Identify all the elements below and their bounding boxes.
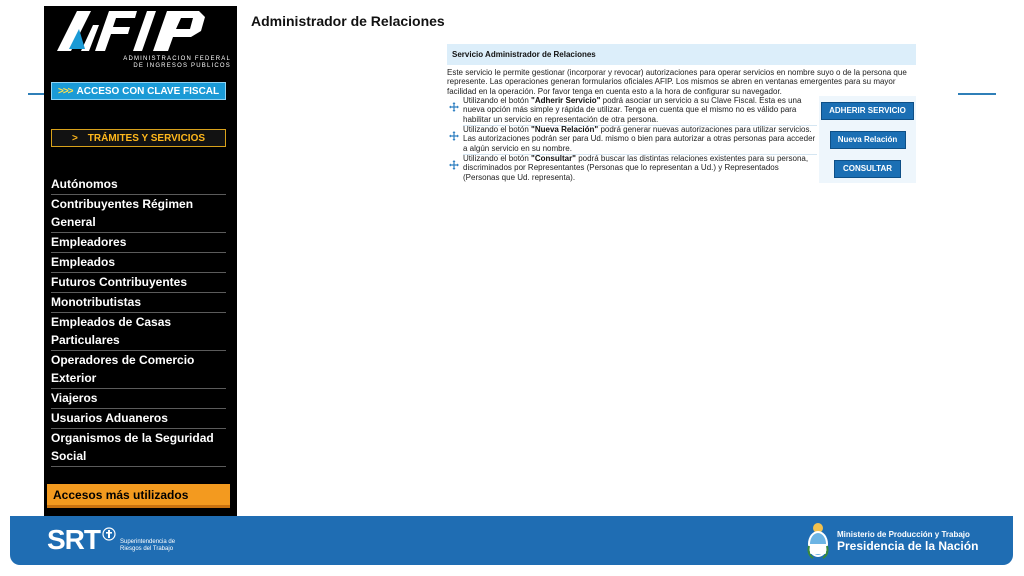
tramites-y-servicios-button[interactable] xyxy=(51,129,226,147)
option-row-adherir xyxy=(447,96,916,125)
chevron-right-icon: > xyxy=(71,132,78,144)
acceso-clave-fiscal-button[interactable] xyxy=(51,82,226,100)
page-title: Administrador de Relaciones xyxy=(251,13,445,29)
option-text-bold: "Nueva Relación" xyxy=(531,125,599,134)
srt-logo[interactable] xyxy=(47,524,190,556)
presidencia-logo-text xyxy=(837,530,978,553)
sidebar-item-futuros-contribuyentes[interactable]: Futuros Contribuyentes xyxy=(51,273,226,293)
move-cross-icon xyxy=(449,160,459,170)
move-cross-icon xyxy=(449,131,459,141)
accesos-mas-utilizados-button[interactable]: Accesos más utilizados xyxy=(47,484,230,508)
tramites-y-servicios-label: TRÁMITES Y SERVICIOS xyxy=(87,132,206,144)
panel-header: Servicio Administrador de Relaciones xyxy=(447,44,916,65)
afip-logo-caption-line2: DE INGRESOS PUBLICOS xyxy=(133,63,231,69)
option-text-pre: Utilizando el botón xyxy=(463,125,532,134)
option-row-nueva-relacion xyxy=(447,125,916,154)
acceso-clave-fiscal-label: ACCESO CON CLAVE FISCAL xyxy=(76,85,220,97)
option-text-pre: Utilizando el botón xyxy=(463,96,532,105)
button-cell xyxy=(819,96,916,125)
sidebar xyxy=(44,6,237,517)
option-text-post: podrá generar nuevas autorizaciones para utilizar servicios. Las autorizaciones podrán ser para Ud. mismo o bien para autorizar a otras personas para acceder a algún servicio en su nombre. xyxy=(463,125,816,153)
presidencia-label: Presidencia de la Nación xyxy=(837,538,979,553)
nueva-relacion-button[interactable]: Nueva Relación xyxy=(830,131,906,149)
sidebar-item-empleadores[interactable]: Empleadores xyxy=(51,233,226,253)
sidebar-item-contribuyentes-regimen-general[interactable]: Contribuyentes Régimen General xyxy=(51,195,226,233)
srt-logo-caption-line2: Riesgos del Trabajo xyxy=(120,546,174,552)
sidebar-nav xyxy=(51,175,226,467)
panel-intro: Este servicio le permite gestionar (incorporar y revocar) autorizaciones para operar servicios en nombre suyo o de la persona que represente. Las operaciones generan formularios oficiales AFIP. Los mismos se abren en ventanas emergentes para su mayor facilidad en la operación. Por favor tenga en cuenta esto a la hora de configurar su navegador. xyxy=(447,68,907,96)
consultar-button[interactable]: CONSULTAR xyxy=(834,160,901,178)
sidebar-item-organismos-seguridad-social[interactable]: Organismos de la Seguridad Social xyxy=(51,429,226,467)
button-cell xyxy=(819,154,916,183)
sidebar-item-viajeros[interactable]: Viajeros xyxy=(51,389,226,409)
srt-logo-caption xyxy=(120,539,190,553)
sidebar-item-empleados-casas-particulares[interactable]: Empleados de Casas Particulares xyxy=(51,313,226,351)
sidebar-item-autonomos[interactable]: Autónomos xyxy=(51,175,226,195)
afip-logo-caption-line1: ADMINISTRACION FEDERAL xyxy=(123,56,231,62)
option-text xyxy=(463,96,817,124)
decorative-line-right xyxy=(958,93,996,95)
triple-chevron-icon: >>> xyxy=(58,85,73,97)
afip-logo[interactable] xyxy=(55,9,231,73)
option-text xyxy=(463,154,817,182)
option-text-bold: "Consultar" xyxy=(531,154,576,163)
srt-logo-caption-line1: Superintendencia de xyxy=(120,539,176,545)
sidebar-item-operadores-comercio-exterior[interactable]: Operadores de Comercio Exterior xyxy=(51,351,226,389)
presidencia-logo[interactable] xyxy=(805,522,978,560)
option-text-pre: Utilizando el botón xyxy=(463,154,532,163)
afip-logo-icon xyxy=(55,9,225,55)
button-cell xyxy=(819,125,916,154)
option-text-bold: "Adherir Servicio" xyxy=(531,96,601,105)
srt-emblem-icon xyxy=(102,527,116,543)
decorative-line-left xyxy=(28,93,44,95)
sidebar-item-empleados[interactable]: Empleados xyxy=(51,253,226,273)
afip-logo-caption xyxy=(95,56,231,70)
adherir-servicio-button[interactable]: ADHERIR SERVICIO xyxy=(821,102,914,120)
sidebar-item-usuarios-aduaneros[interactable]: Usuarios Aduaneros xyxy=(51,409,226,429)
srt-logo-letters: SRT xyxy=(47,524,100,555)
move-cross-icon xyxy=(449,102,459,112)
sidebar-item-monotributistas[interactable]: Monotributistas xyxy=(51,293,226,313)
footer xyxy=(10,516,1013,565)
option-text-post: podrá asociar un servicio a su Clave Fiscal. Esta es una nueva opción más simple y rápida de utilizar. Tenga en cuenta que el mismo no es válido para habilitar un servicio en representación de otra persona. xyxy=(463,96,802,124)
option-text-post: podrá buscar las distintas relaciones existentes para su persona, discriminados por Representantes (Personas que lo representan a Ud.) y Representados (Personas que Ud. representa). xyxy=(463,154,809,182)
service-panel xyxy=(447,44,916,182)
option-row-consultar xyxy=(447,154,916,183)
option-text xyxy=(463,125,817,153)
national-coat-of-arms-icon xyxy=(805,522,831,560)
ministerio-label: Ministerio de Producción y Trabajo xyxy=(837,529,970,539)
